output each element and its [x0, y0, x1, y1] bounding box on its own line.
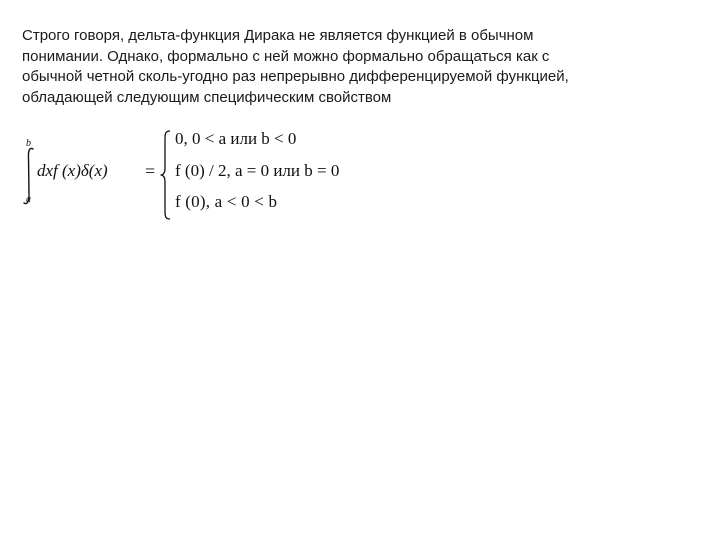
- lower-limit: a: [26, 194, 31, 205]
- case-line-2: f (0) / 2, a = 0 или b = 0: [175, 161, 340, 180]
- paragraph-line-2: понимании. Однако, формально с ней можно формально обращаться как с: [22, 47, 550, 65]
- upper-limit: b: [26, 138, 31, 149]
- body-paragraph: [22, 26, 692, 108]
- integrand: dxf (x)δ(x): [37, 161, 108, 180]
- case-line-3: f (0), a < 0 < b: [175, 192, 278, 211]
- case-line-1: 0, 0 < a или b < 0: [175, 129, 297, 148]
- paragraph-line-4: обладающей следующим специфическим свойством: [22, 88, 392, 106]
- paragraph-line-1: Строго говоря, дельта-функция Дирака не является функцией в обычном: [22, 27, 534, 44]
- equals-sign: =: [145, 161, 156, 181]
- left-brace-icon: [160, 130, 172, 220]
- paragraph-line-3: обычной четной сколь-угодно раз непрерывно дифференцируемой функцией,: [22, 68, 569, 86]
- integral-formula: [18, 128, 378, 224]
